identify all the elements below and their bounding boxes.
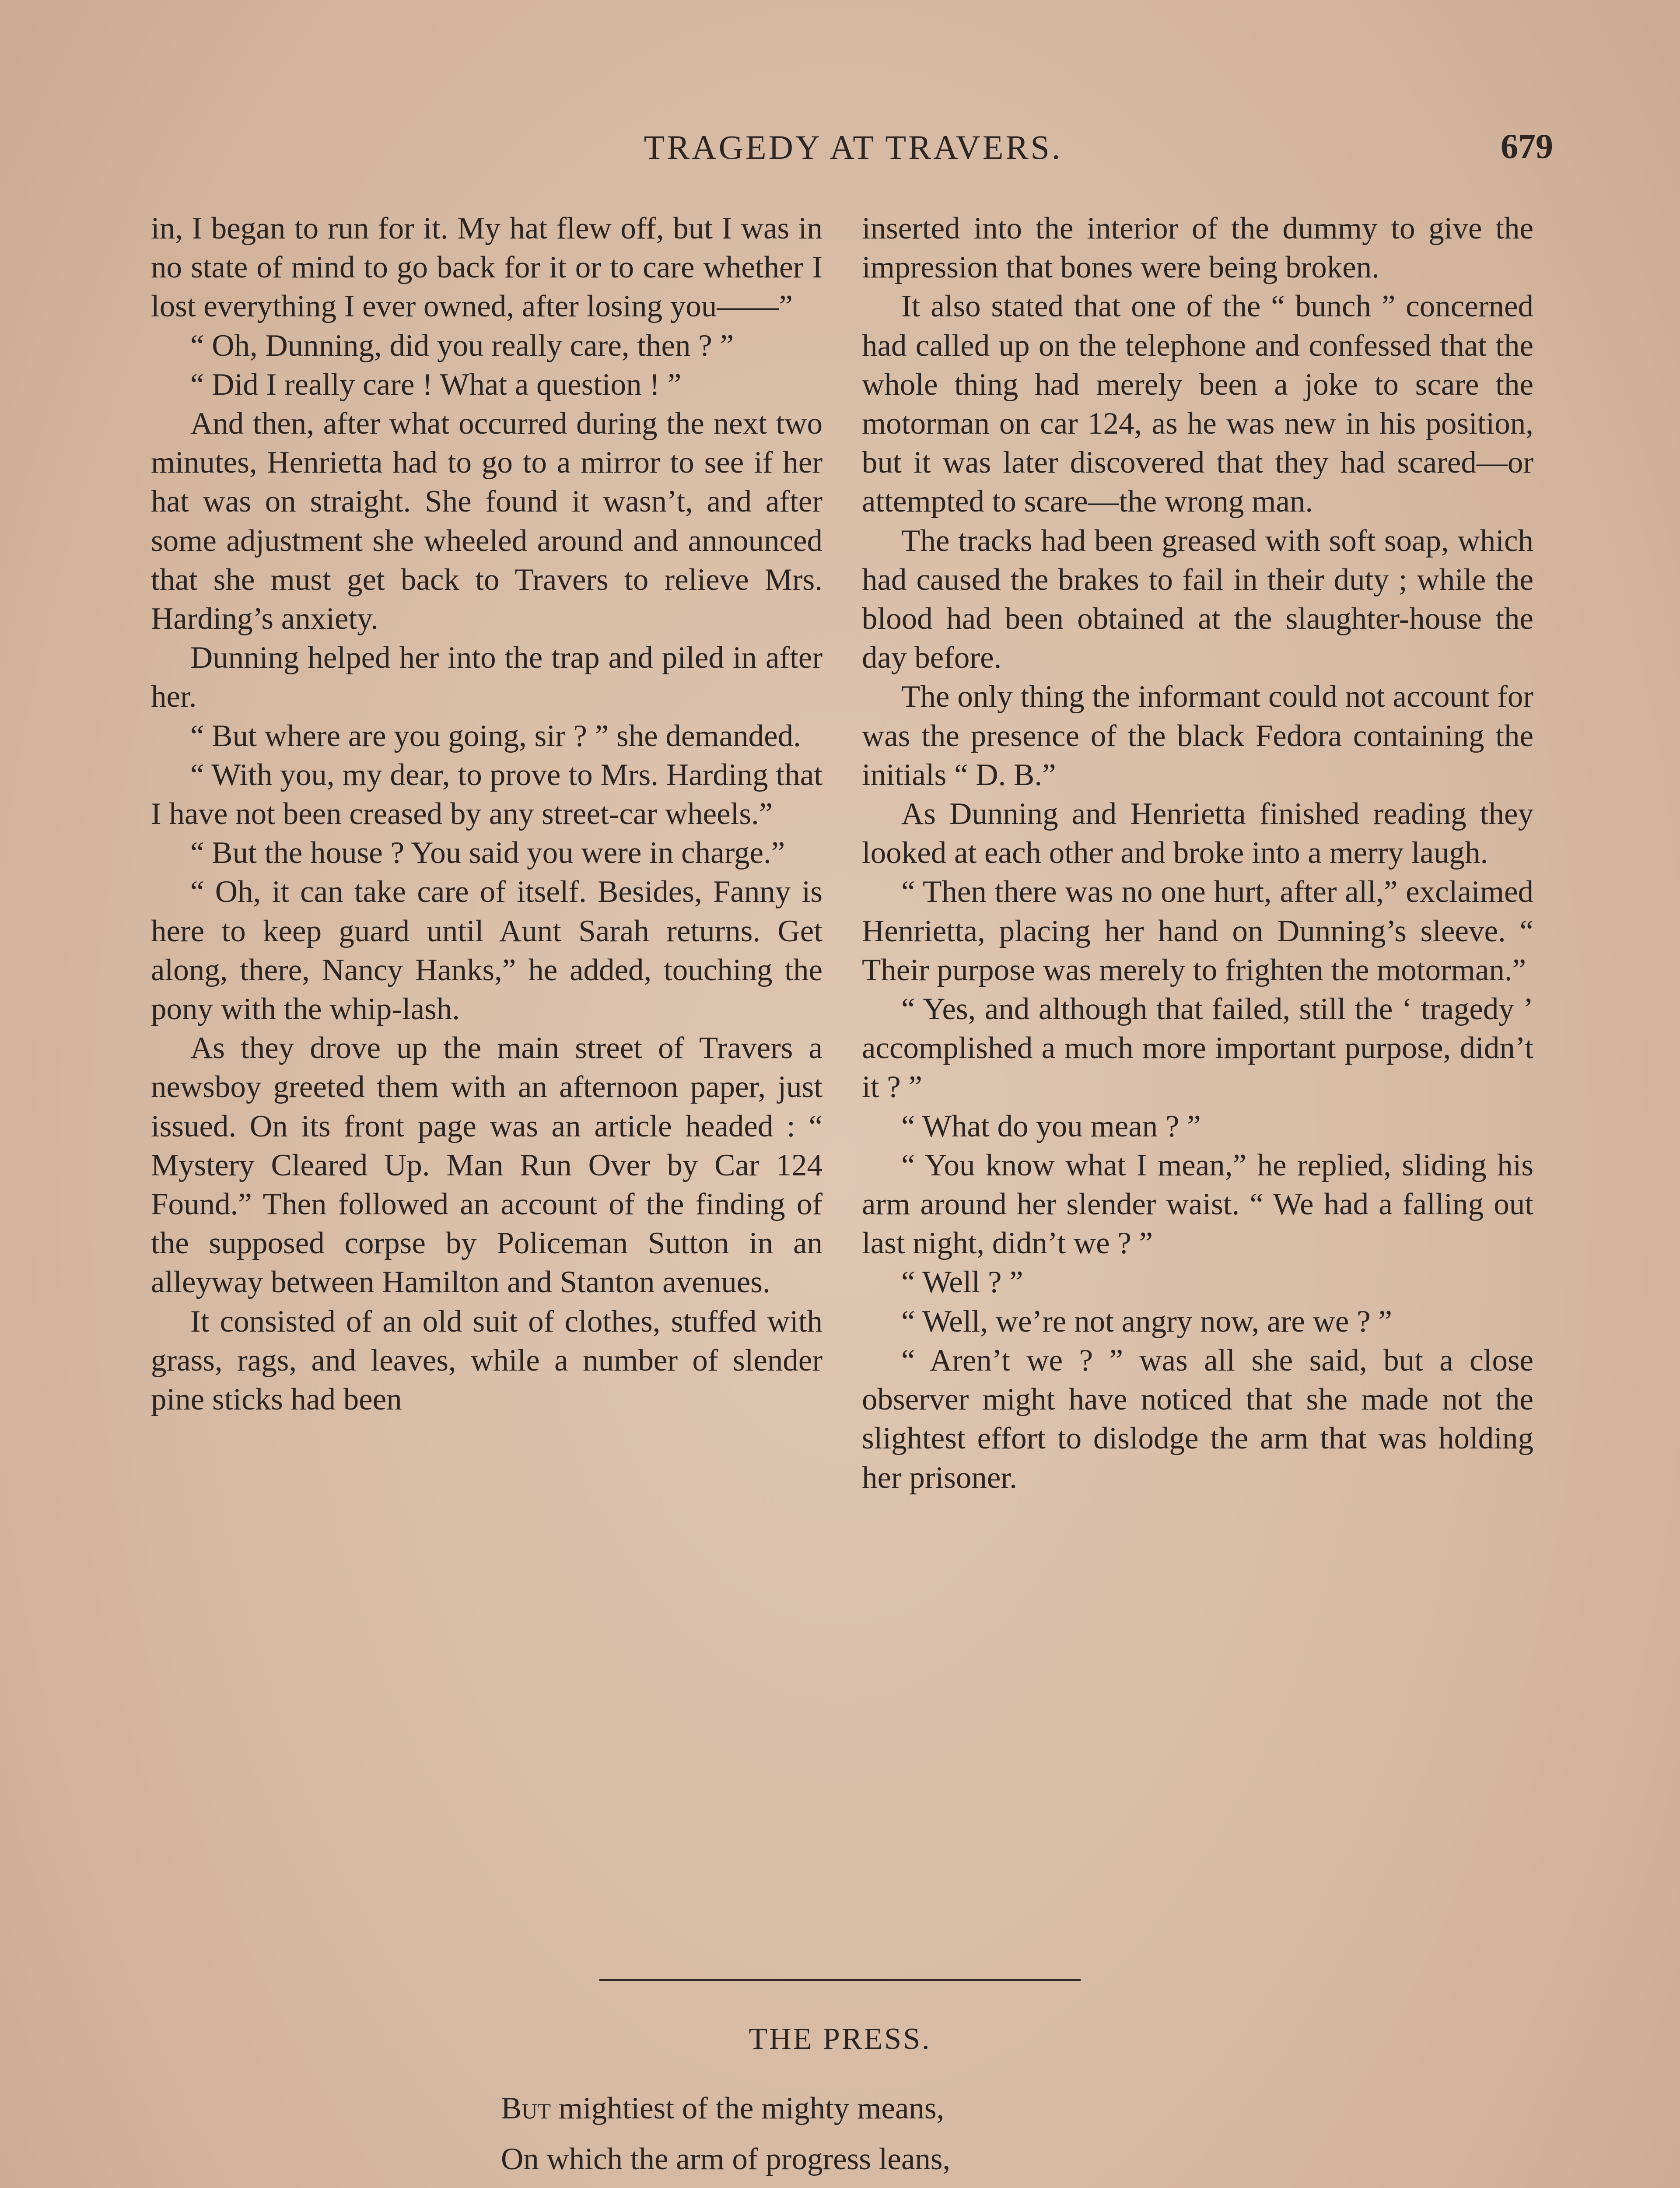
paragraph: “ Well, we’re not angry now, are we ? ”: [901, 1304, 1392, 1339]
poem-line: On which the arm of progress leans,: [501, 2142, 951, 2176]
page-number: 679: [1501, 127, 1553, 166]
left-text-column: [151, 209, 822, 1419]
paragraph: Dunning helped her into the trap and piled in after her.: [151, 641, 822, 714]
section-divider: [599, 1979, 1081, 1981]
poem-line: [501, 2083, 1245, 2134]
paragraph: As Dunning and Henrietta finished reading they looked at each other and broke into a merry laugh.: [862, 797, 1533, 870]
paragraph: “ Did I really care ! What a question ! ”: [190, 367, 682, 402]
paragraph: “ What do you mean ? ”: [901, 1109, 1201, 1143]
paragraph: “ Oh, Dunning, did you really care, then ? ”: [190, 328, 734, 363]
paragraph: inserted into the interior of the dummy to give the impression that bones were being broken.: [862, 211, 1533, 285]
paragraph: It also stated that one of the “ bunch ” concerned had called up on the telephone and confessed that the whole thing had merely been a joke to scare the motorman on car 124, as he was new in his position, but it was later discovered that they had scared—or attempted to scare—the wrong man.: [862, 289, 1533, 519]
poem-body: [501, 2083, 1245, 2188]
paragraph: The only thing the informant could not account for was the presence of the black Fedora containing the initials “ D. B.”: [862, 680, 1533, 792]
paragraph: “ You know what I mean,” he replied, sliding his arm around her slender waist. “ We had a falling out last night, didn’t we ? ”: [862, 1148, 1533, 1261]
poem-title: THE PRESS.: [749, 2022, 931, 2056]
running-header-title: TRAGEDY AT TRAVERS.: [644, 128, 1063, 166]
right-text-column: [862, 209, 1533, 1497]
paragraph: “ But the house ? You said you were in charge.”: [190, 836, 785, 870]
paragraph: “ But where are you going, sir ? ” she demanded.: [190, 719, 801, 753]
paragraph: And then, after what occurred during the next two minutes, Henrietta had to go to a mirror to see if her hat was on straight. She found it wasn’t, and after some adjustment she wheeled around and announced that she must get back to Travers to relieve Mrs. Harding’s anxiety.: [151, 407, 822, 636]
poem-first-word: But: [501, 2091, 551, 2125]
paragraph: “ Aren’t we ? ” was all she said, but a close observer might have noticed that she made not the slightest effort to dislodge the arm that was holding her prisoner.: [862, 1343, 1533, 1495]
paragraph: It consisted of an old suit of clothes, stuffed with grass, rags, and leaves, while a number of slender pine sticks had been: [151, 1304, 822, 1417]
poem-first-line-rest: mightiest of the mighty means,: [551, 2091, 945, 2125]
paragraph: “ Then there was no one hurt, after all,” exclaimed Henrietta, placing her hand on Dunning’s sleeve. “ Their purpose was merely to frighten the motorman.”: [862, 875, 1533, 987]
paragraph: “ Yes, and although that failed, still the ‘ tragedy ’ accomplished a much more important purpose, didn’t it ? ”: [862, 992, 1533, 1105]
poem-line: [501, 2184, 1245, 2188]
paragraph: “ Well ? ”: [901, 1265, 1023, 1300]
paragraph: “ Oh, it can take care of itself. Besides, Fanny is here to keep guard until Aunt Sarah returns. Get along, there, Nancy Hanks,” he added, touching the pony with the whip-lash.: [151, 875, 822, 1027]
paragraph: “ With you, my dear, to prove to Mrs. Harding that I have not been creased by any street-car wheels.”: [151, 757, 822, 831]
paragraph: The tracks had been greased with soft soap, which had caused the brakes to fail in their duty ; while the blood had been obtained at the slaughter-house the day before.: [862, 523, 1533, 675]
paragraph: As they drove up the main street of Travers a newsboy greeted them with an afternoon paper, just issued. On its front page was an article headed : “ Mystery Cleared Up. Man Run Over by Car 124 Found.” Then followed an account of the finding of the supposed corpse by Policeman Sutton in an alleyway between Hamilton and Stanton avenues.: [151, 1031, 822, 1300]
paragraph: in, I began to run for it. My hat flew off, but I was in no state of mind to go back for it or to care whether I lost everything I ever owned, after losing you——”: [151, 211, 822, 324]
